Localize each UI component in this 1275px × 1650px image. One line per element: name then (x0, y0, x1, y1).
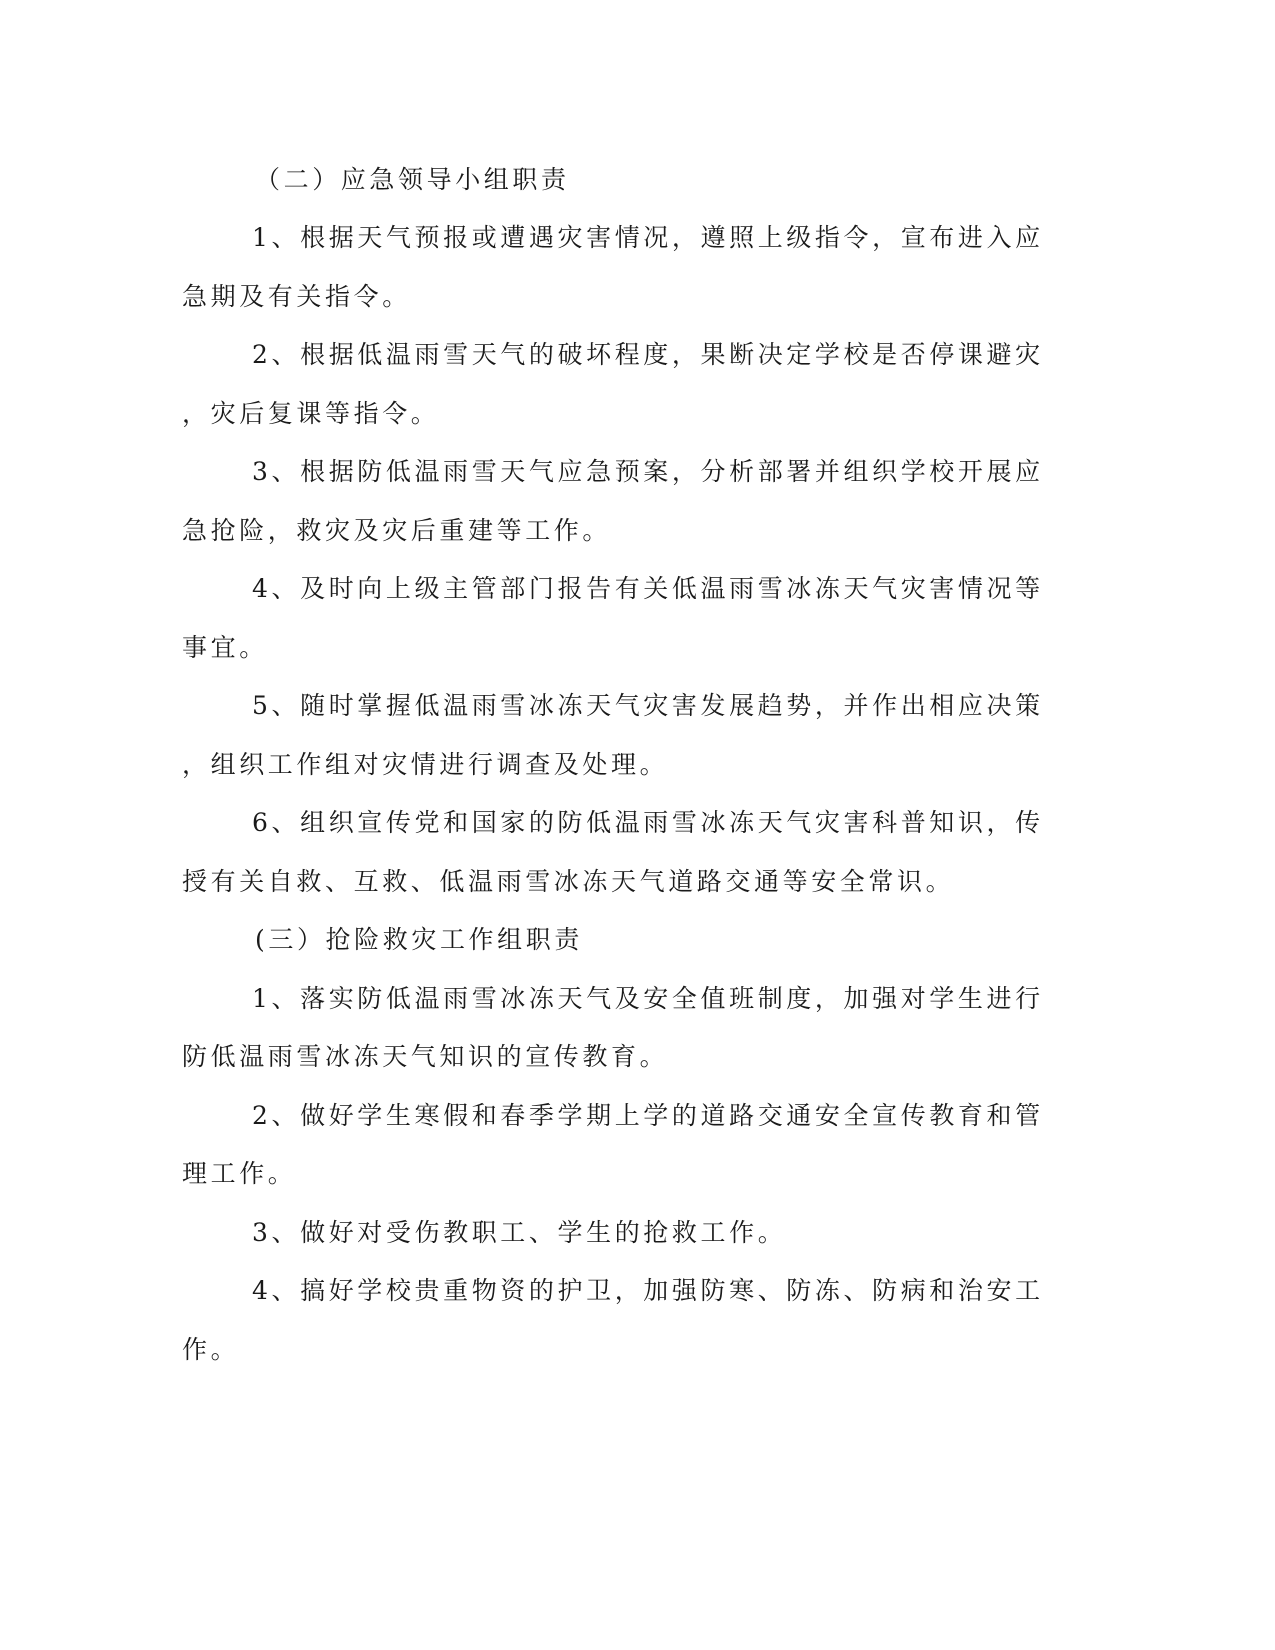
paragraph-line: 3、根据防低温雨雪天气应急预案，分析部署并组织学校开展应 (252, 457, 1044, 486)
paragraph-line: 急期及有关指令。 (182, 282, 411, 311)
paragraph-line: 5、随时掌握低温雨雪冰冻天气灾害发展趋势，并作出相应决策 (252, 691, 1044, 720)
paragraph-line: 4、及时向上级主管部门报告有关低温雨雪冰冻天气灾害情况等 (252, 574, 1044, 603)
paragraph-line: 事宜。 (182, 633, 268, 662)
paragraph-line: 1、落实防低温雨雪冰冻天气及安全值班制度，加强对学生进行 (252, 984, 1044, 1013)
section-heading-2: （二）应急领导小组职责 (255, 165, 570, 194)
paragraph-line: 1、根据天气预报或遭遇灾害情况，遵照上级指令，宣布进入应 (252, 223, 1044, 252)
paragraph-line: 2、做好学生寒假和春季学期上学的道路交通安全宣传教育和管 (252, 1101, 1044, 1130)
paragraph-line: ，组织工作组对灾情进行调查及处理。 (182, 750, 669, 779)
paragraph-line: 理工作。 (182, 1159, 297, 1188)
paragraph-line: 4、搞好学校贵重物资的护卫，加强防寒、防冻、防病和治安工 (252, 1276, 1044, 1305)
paragraph-line: 授有关自救、互救、低温雨雪冰冻天气道路交通等安全常识。 (182, 867, 955, 896)
section-heading-3: (三）抢险救灾工作组职责 (255, 925, 583, 954)
paragraph-line: 2、根据低温雨雪天气的破坏程度，果断决定学校是否停课避灾 (252, 340, 1044, 369)
paragraph-line: 6、组织宣传党和国家的防低温雨雪冰冻天气灾害科普知识，传 (252, 808, 1044, 837)
paragraph-line: 防低温雨雪冰冻天气知识的宣传教育。 (182, 1042, 669, 1071)
paragraph-line: ，灾后复课等指令。 (182, 399, 440, 428)
paragraph-line: 作。 (182, 1335, 240, 1364)
paragraph-line: 3、做好对受伤教职工、学生的抢救工作。 (252, 1218, 787, 1247)
paragraph-line: 急抢险，救灾及灾后重建等工作。 (182, 516, 612, 545)
